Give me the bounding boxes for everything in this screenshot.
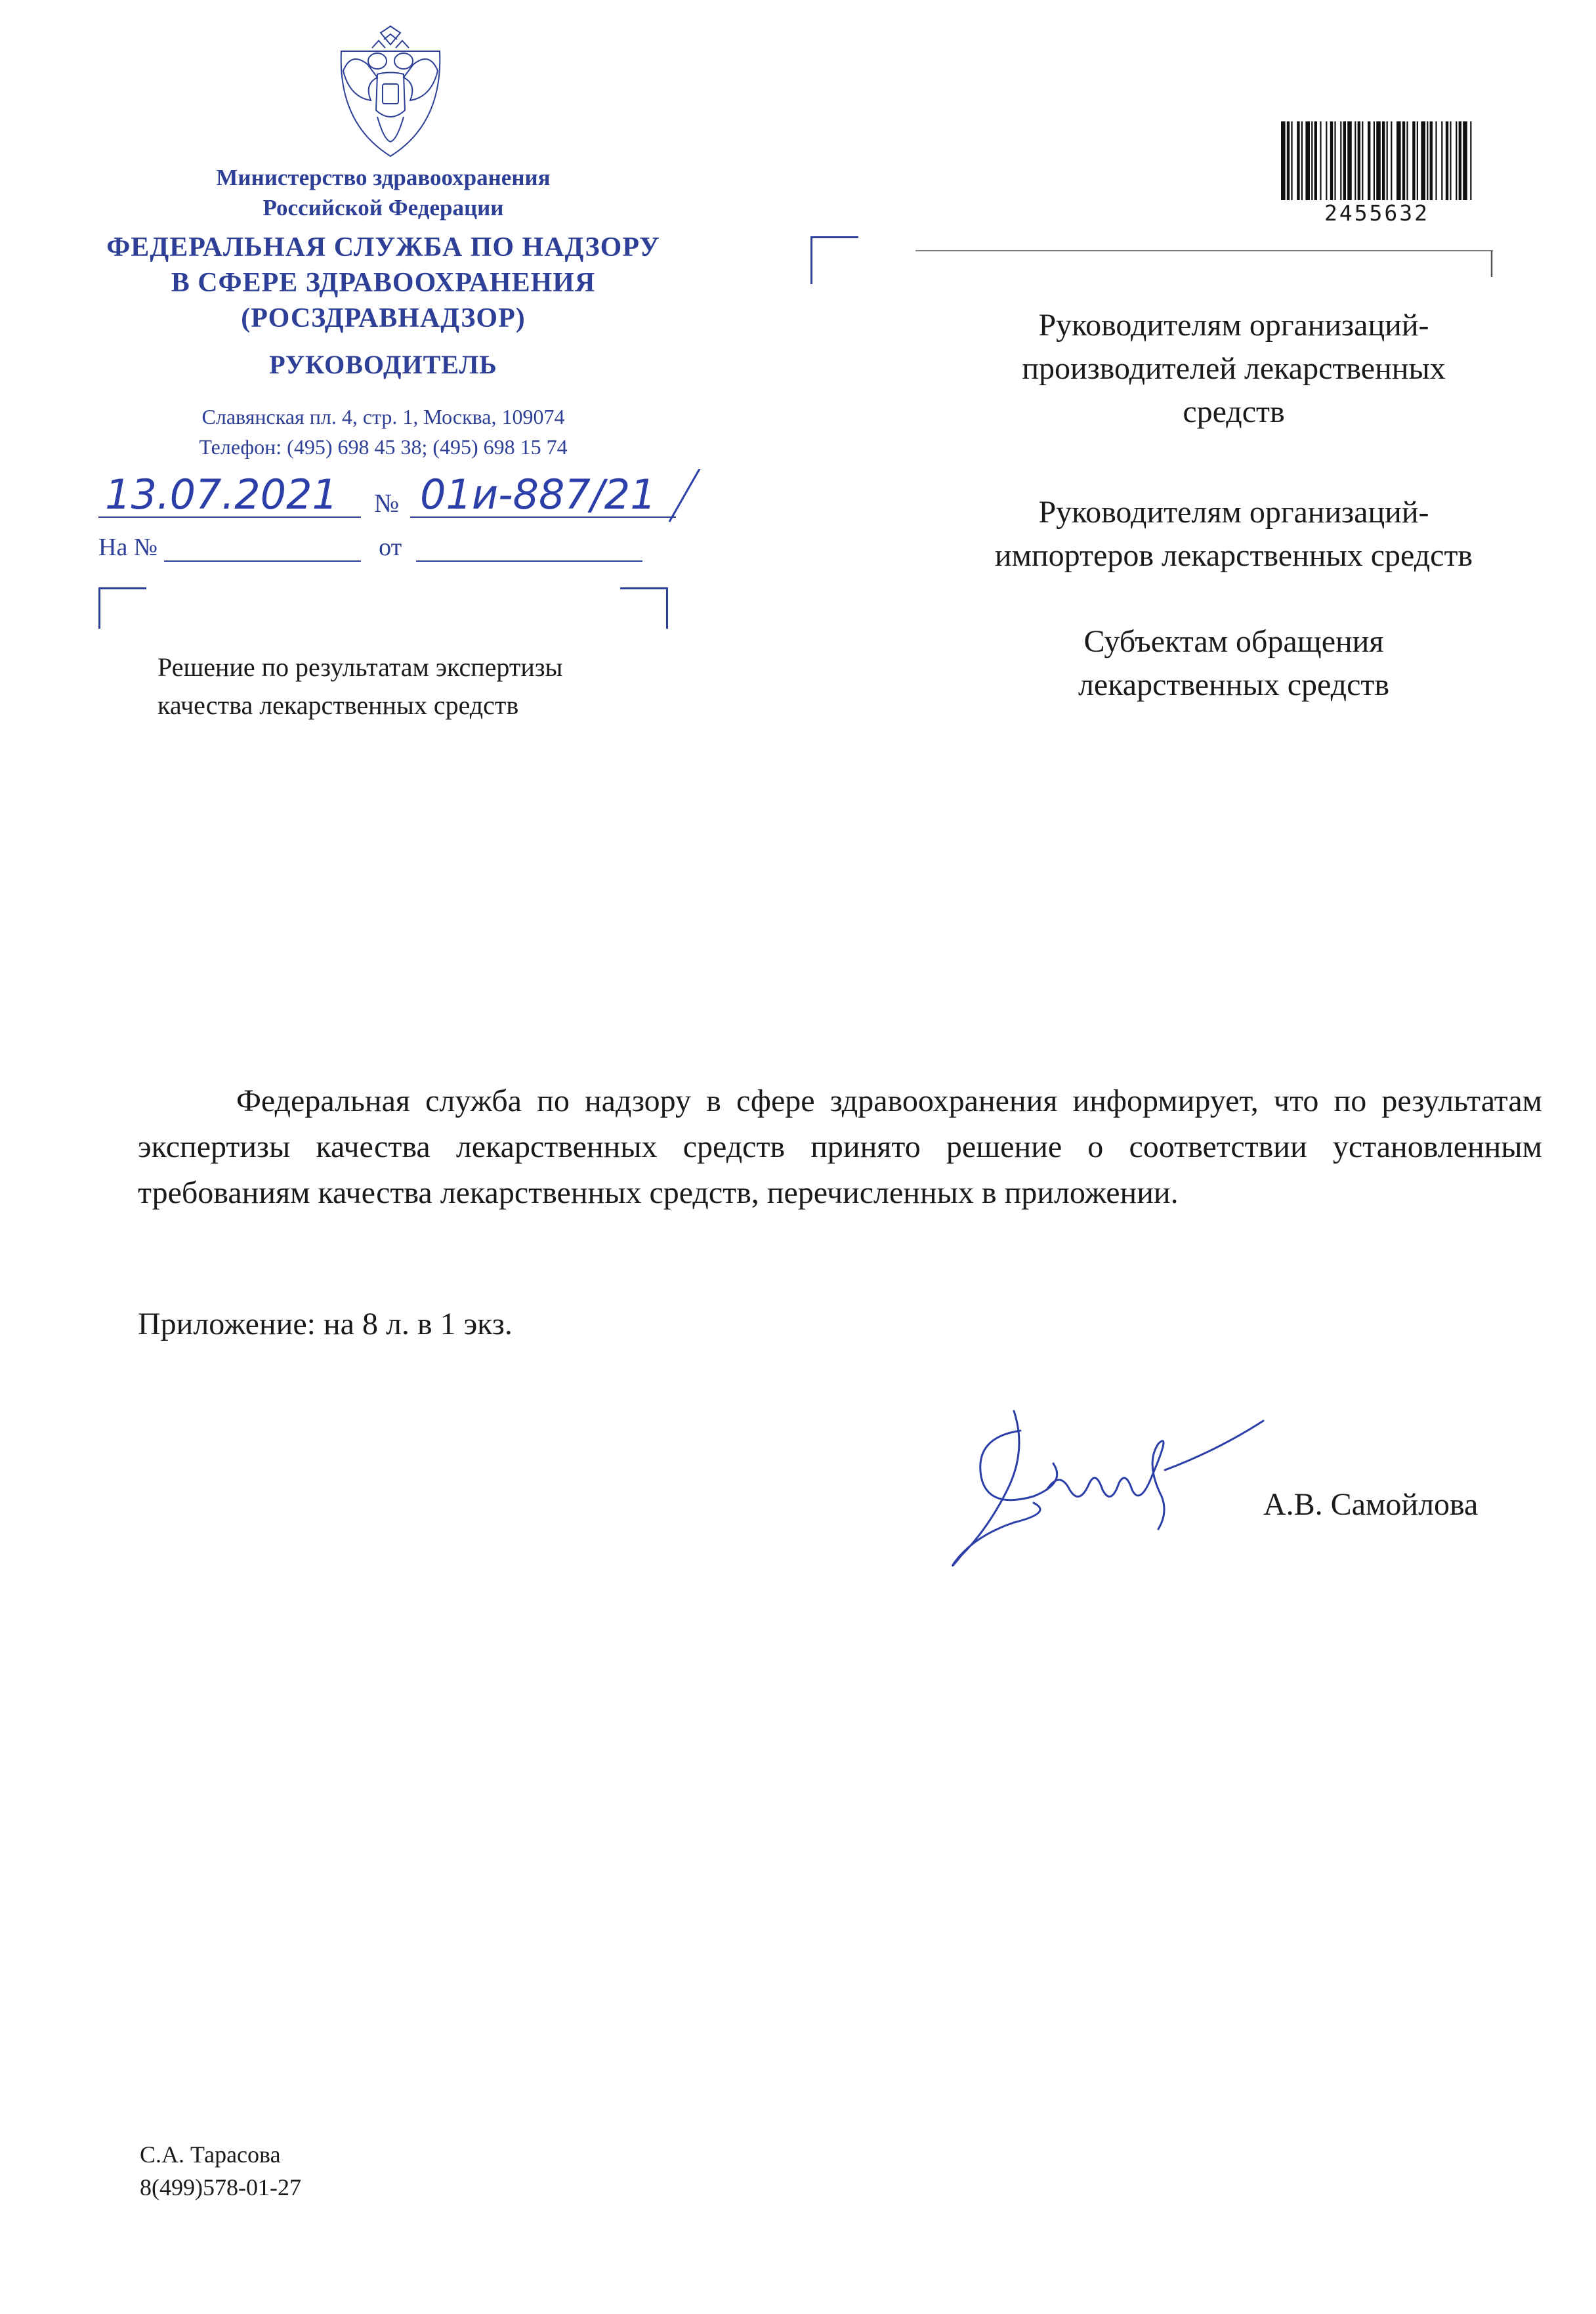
ministry-line-1: Министерство здравоохранения — [216, 165, 551, 190]
barcode-bar — [1412, 121, 1415, 200]
barcode-bar — [1417, 121, 1418, 200]
agency-name — [55, 230, 711, 336]
barcode-bar — [1441, 121, 1442, 200]
handwritten-signature — [935, 1391, 1309, 1588]
reference-line — [98, 533, 676, 562]
addressee-line: Субъектам обращения — [1083, 624, 1384, 659]
ref-from-label: от — [379, 534, 402, 561]
barcode-bar — [1358, 121, 1360, 200]
ref-date-blank — [416, 536, 642, 562]
registration-line — [98, 469, 748, 528]
head-title: РУКОВОДИТЕЛЬ — [269, 350, 497, 379]
agency-address — [55, 402, 711, 462]
barcode-bar — [1305, 121, 1310, 200]
signer-name: А.В. Самойлова — [1263, 1487, 1479, 1522]
addressee-line: Руководителям организаций- — [1038, 308, 1429, 343]
barcode-bar — [1354, 121, 1356, 200]
addressee-line: импортеров лекарственных средств — [994, 538, 1473, 573]
agency-line-1: ФЕДЕРАЛЬНАЯ СЛУЖБА ПО НАДЗОРУ — [106, 232, 660, 263]
barcode-bar — [1311, 121, 1312, 200]
barcode-bar — [1450, 121, 1451, 200]
barcode-bar — [1291, 121, 1292, 200]
subject-line-2: качества лекарственных средств — [158, 690, 519, 720]
barcode-bar — [1334, 121, 1335, 200]
barcode-bar — [1456, 121, 1457, 200]
addressee-block-manufacturers — [906, 304, 1562, 434]
agency-line-2: В СФЕРЕ ЗДРАВООХРАНЕНИЯ — [171, 268, 596, 298]
barcode-bar — [1326, 121, 1327, 200]
ministry-name — [55, 163, 711, 223]
addressee-line: средств — [1183, 394, 1285, 429]
executor-name: С.А. Тарасова — [140, 2141, 281, 2168]
address-line-1: Славянская пл. 4, стр. 1, Москва, 109074 — [201, 405, 565, 429]
corner-mark-addressee — [810, 236, 858, 284]
ref-label: На № — [98, 534, 158, 561]
addressee-line: Руководителям организаций- — [1038, 495, 1429, 530]
barcode-bar — [1391, 121, 1392, 200]
barcode-bar — [1368, 121, 1370, 200]
barcode-bar — [1435, 121, 1437, 200]
barcode-bar — [1376, 121, 1381, 200]
barcode-bar — [1320, 121, 1321, 200]
agency-line-3: (РОСЗДРАВНАДЗОР) — [241, 303, 526, 333]
ref-number-blank — [164, 536, 361, 562]
registration-number: 01и-887/21 — [420, 471, 656, 518]
barcode-bar — [1402, 121, 1405, 200]
barcode-bar — [1314, 121, 1317, 200]
barcode-bar — [1463, 121, 1467, 200]
registration-date: 13.07.2021 — [105, 471, 338, 518]
barcode-bar — [1421, 121, 1425, 200]
barcode-bar — [1446, 121, 1448, 200]
ministry-line-2: Российской Федерации — [262, 195, 504, 221]
barcode-bar — [1430, 121, 1433, 200]
barcode-bar — [1470, 121, 1471, 200]
executor-info — [140, 2138, 301, 2204]
barcode-bar — [1387, 121, 1388, 200]
body-paragraph: Федеральная служба по надзору в сфере здравоохранения информирует, что по результатам экспертизы качества лекарственных средств принято решение о соответствии установленным требованиям качества лекарственных средств, перечисленных в приложении. — [138, 1083, 1542, 1210]
barcode-bar — [1330, 121, 1333, 200]
barcode-bar — [1287, 121, 1290, 200]
corner-mark-top-left — [98, 587, 146, 629]
barcode-bar — [1340, 121, 1341, 200]
barcode-bar — [1362, 121, 1363, 200]
addressee-line: лекарственных средств — [1078, 667, 1390, 702]
address-line-2: Телефон: (495) 698 45 38; (495) 698 15 74 — [199, 435, 568, 459]
attachment-note: Приложение: на 8 л. в 1 экз. — [138, 1307, 513, 1341]
addressee-block-subjects — [906, 620, 1562, 707]
barcode-frame-line — [909, 236, 1500, 282]
barcode-bar — [1459, 121, 1461, 200]
number-sign: № — [374, 488, 400, 518]
corner-mark-top-right — [620, 587, 668, 629]
barcode-bar — [1427, 121, 1428, 200]
barcode-bar — [1297, 121, 1299, 200]
addressee-block-importers — [906, 491, 1562, 578]
barcode-bar — [1382, 121, 1385, 200]
letter-subject — [158, 648, 696, 725]
barcode-bar — [1396, 121, 1401, 200]
barcode-number: 2455632 — [1324, 200, 1430, 226]
barcode-bar — [1374, 121, 1375, 200]
barcode-bar — [1281, 121, 1286, 200]
barcode-bar — [1301, 121, 1303, 200]
barcode-bar — [1406, 121, 1408, 200]
subject-line-1: Решение по результатам экспертизы — [158, 652, 563, 682]
barcode-bar — [1347, 121, 1352, 200]
executor-phone: 8(499)578-01-27 — [140, 2174, 301, 2200]
barcode-bar — [1343, 121, 1346, 200]
barcode — [1278, 121, 1475, 203]
coat-of-arms-emblem — [331, 25, 450, 159]
addressee-line: производителей лекарственных — [1022, 351, 1446, 386]
